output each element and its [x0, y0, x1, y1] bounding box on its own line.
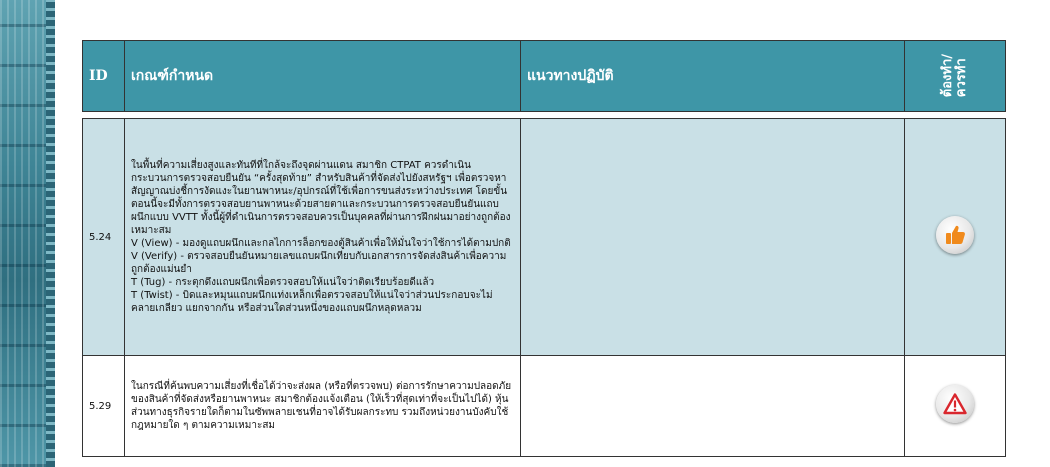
table-row	[83, 356, 1006, 457]
row-status	[905, 356, 1006, 457]
warning-triangle-icon	[936, 385, 974, 423]
row-guideline	[521, 119, 905, 356]
header-must-should	[905, 41, 1006, 112]
header-must-should-label: ต้องทำ/ ควรทำ	[940, 54, 969, 98]
row-status	[905, 119, 1006, 356]
header-criteria: เกณฑ์กำหนด	[125, 41, 521, 112]
row-id: 5.24	[83, 119, 125, 356]
row-criteria: ในกรณีที่ค้นพบความเสี่ยงที่เชื่อได้ว่าจะส่งผล (หรือที่ตรวจพบ) ต่อการรักษาความปลอดภัยของสินค้าที่จัดส่งหรือยานพาหนะ สมาชิกต้องแจ้งเตือน (ให้เร็วที่สุดเท่าที่จะเป็นไปได้) หุ้นส่วนทางธุรกิจรายใดก็ตามในซัพพลายเชนที่อาจได้รับผลกระทบ รวมถึงหน่วยงานบังคับใช้กฎหมายใด ๆ ตามความเหมาะสม	[125, 356, 521, 457]
header-guideline: แนวทางปฏิบัติ	[521, 41, 905, 112]
thumbs-up-icon	[936, 216, 974, 254]
row-id: 5.29	[83, 356, 125, 457]
header-id: ID	[83, 41, 125, 112]
row-criteria: ในพื้นที่ความเสี่ยงสูงและทันทีที่ใกล้จะถึงจุดผ่านแดน สมาชิก CTPAT ควรดำเนินกระบวนการตรวจสอบยืนยัน “ครั้งสุดท้าย” สำหรับสินค้าที่จัดส่งไปยังสหรัฐฯ เพื่อตรวจหาสัญญาณบ่งชี้การงัดแงะในยานพาหนะ/อุปกรณ์ที่ใช้เพื่อการขนส่งระหว่างประเทศ โดยขั้นตอนนี้จะมีทั้งการตรวจสอบยานพาหนะด้วยสายตาและกระบวนการตรวจสอบยืนยันแถบผนึกแบบ VVTT ทั้งนี้ผู้ที่ดำเนินการตรวจสอบควรเป็นบุคคลที่ผ่านการฝึกฝนมาอย่างถูกต้องเหมาะสม V (View) - มองดูแถบผนึกและกลไกการล็อกของตู้สินค้าเพื่อให้มั่นใจว่าใช้การได้ตามปกติ V (Verify) - ตรวจสอบยืนยันหมายเลขแถบผนึกเทียบกับเอกสารการจัดส่งสินค้าเพื่อความถูกต้องแม่นยำ T (Tug) - กระตุกดึงแถบผนึกเพื่อตรวจสอบให้แน่ใจว่าติดเรียบร้อยดีแล้ว T (Twist) - บิดและหมุนแถบผนึกแท่งเหล็กเพื่อตรวจสอบให้แน่ใจว่าส่วนประกอบจะไม่คลายเกลียว แยกจากกัน หรือส่วนใดส่วนหนึ่งของแถบผนึกหลุดหลวม	[125, 119, 521, 356]
table-row	[83, 119, 1006, 356]
table-header	[82, 40, 1006, 112]
decorative-container-strip	[0, 0, 55, 467]
criteria-table	[82, 118, 1006, 457]
row-guideline	[521, 356, 905, 457]
